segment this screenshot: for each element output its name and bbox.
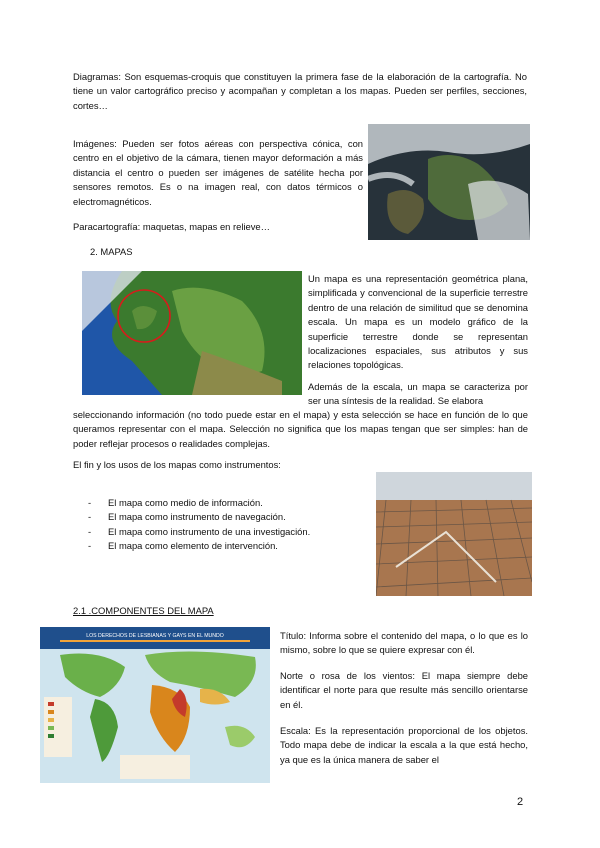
paracartografia-paragraph: Paracartografía: maquetas, mapas en relieve…	[73, 221, 270, 232]
mapa-definition-paragraph: Un mapa es una representación geométrica plana, simplificada y convencional de la superficie terrestre dentro de una relación de similitud que se denomina escala. Un mapa es un modelo gráfico de la superficie terrestre donde se representan localizaciones espaciales, sus atributos y sus relaciones topológicas.	[308, 273, 528, 371]
list-item: - El mapa como instrumento de navegación.	[88, 510, 310, 524]
satellite-image-europe	[368, 124, 530, 240]
page-number: 2	[517, 796, 524, 808]
escala-paragraph-part1: Además de la escala, un mapa se caracteriza por ser una síntesis de la realidad. Se elabora	[308, 381, 528, 407]
world-rights-map	[40, 627, 270, 783]
section-heading-componentes: 2.1 .COMPONENTES DEL MAPA	[73, 605, 214, 616]
imagenes-paragraph: Imágenes: Pueden ser fotos aéreas con perspectiva cónica, con centro en el objetivo de la cámara, tienen mayor deformación a más distancia el centro o pueden ser imágenes de satélite hecha por sensores remotos. Es o na imagen real, con datos térmicos o electromagnéticos.	[73, 138, 363, 207]
list-item: - El mapa como medio de información.	[88, 496, 310, 510]
satellite-image-europe-circle	[82, 271, 302, 395]
norte-paragraph: Norte o rosa de los vientos: El mapa siempre debe identificar el norte para que resulte más sencillo orientarse en él.	[280, 670, 528, 710]
escala-paragraph-part2: seleccionando información (no todo puede estar en el mapa) y esta selección se hace en función de lo que queramos representar con el mapa. Selección no significa que los mapas tengan que ser simples: han de poder reflejar procesos o realidades complejas.	[73, 409, 528, 449]
diagramas-paragraph: Diagramas: Son esquemas-croquis que constituyen la primera fase de la elaboración de la cartografía. No tiene un valor cartográfico preciso y acompañan y completan a los mapas. Pueden ser perfiles, secciones, cortes…	[73, 71, 527, 111]
section-heading-mapas: 2. MAPAS	[90, 246, 133, 257]
world-map-title: LOS DERECHOS DE LESBIANAS Y GAYS EN EL MUNDO	[86, 633, 224, 639]
list-item: - El mapa como elemento de intervención.	[88, 539, 310, 553]
aerial-city-photo	[376, 472, 532, 596]
titulo-paragraph: Título: Informa sobre el contenido del mapa, o lo que es lo mismo, sobre lo que se quiere expresar con él.	[280, 630, 528, 656]
escala-definition-paragraph: Escala: Es la representación proporcional de los objetos. Todo mapa debe de indicar la escala a la que está hecho, ya que es la única manera de saber el	[280, 725, 528, 765]
map-uses-list	[88, 496, 310, 554]
list-item: - El mapa como instrumento de una investigación.	[88, 525, 310, 539]
fin-usos-paragraph: El fin y los usos de los mapas como instrumentos:	[73, 459, 281, 470]
